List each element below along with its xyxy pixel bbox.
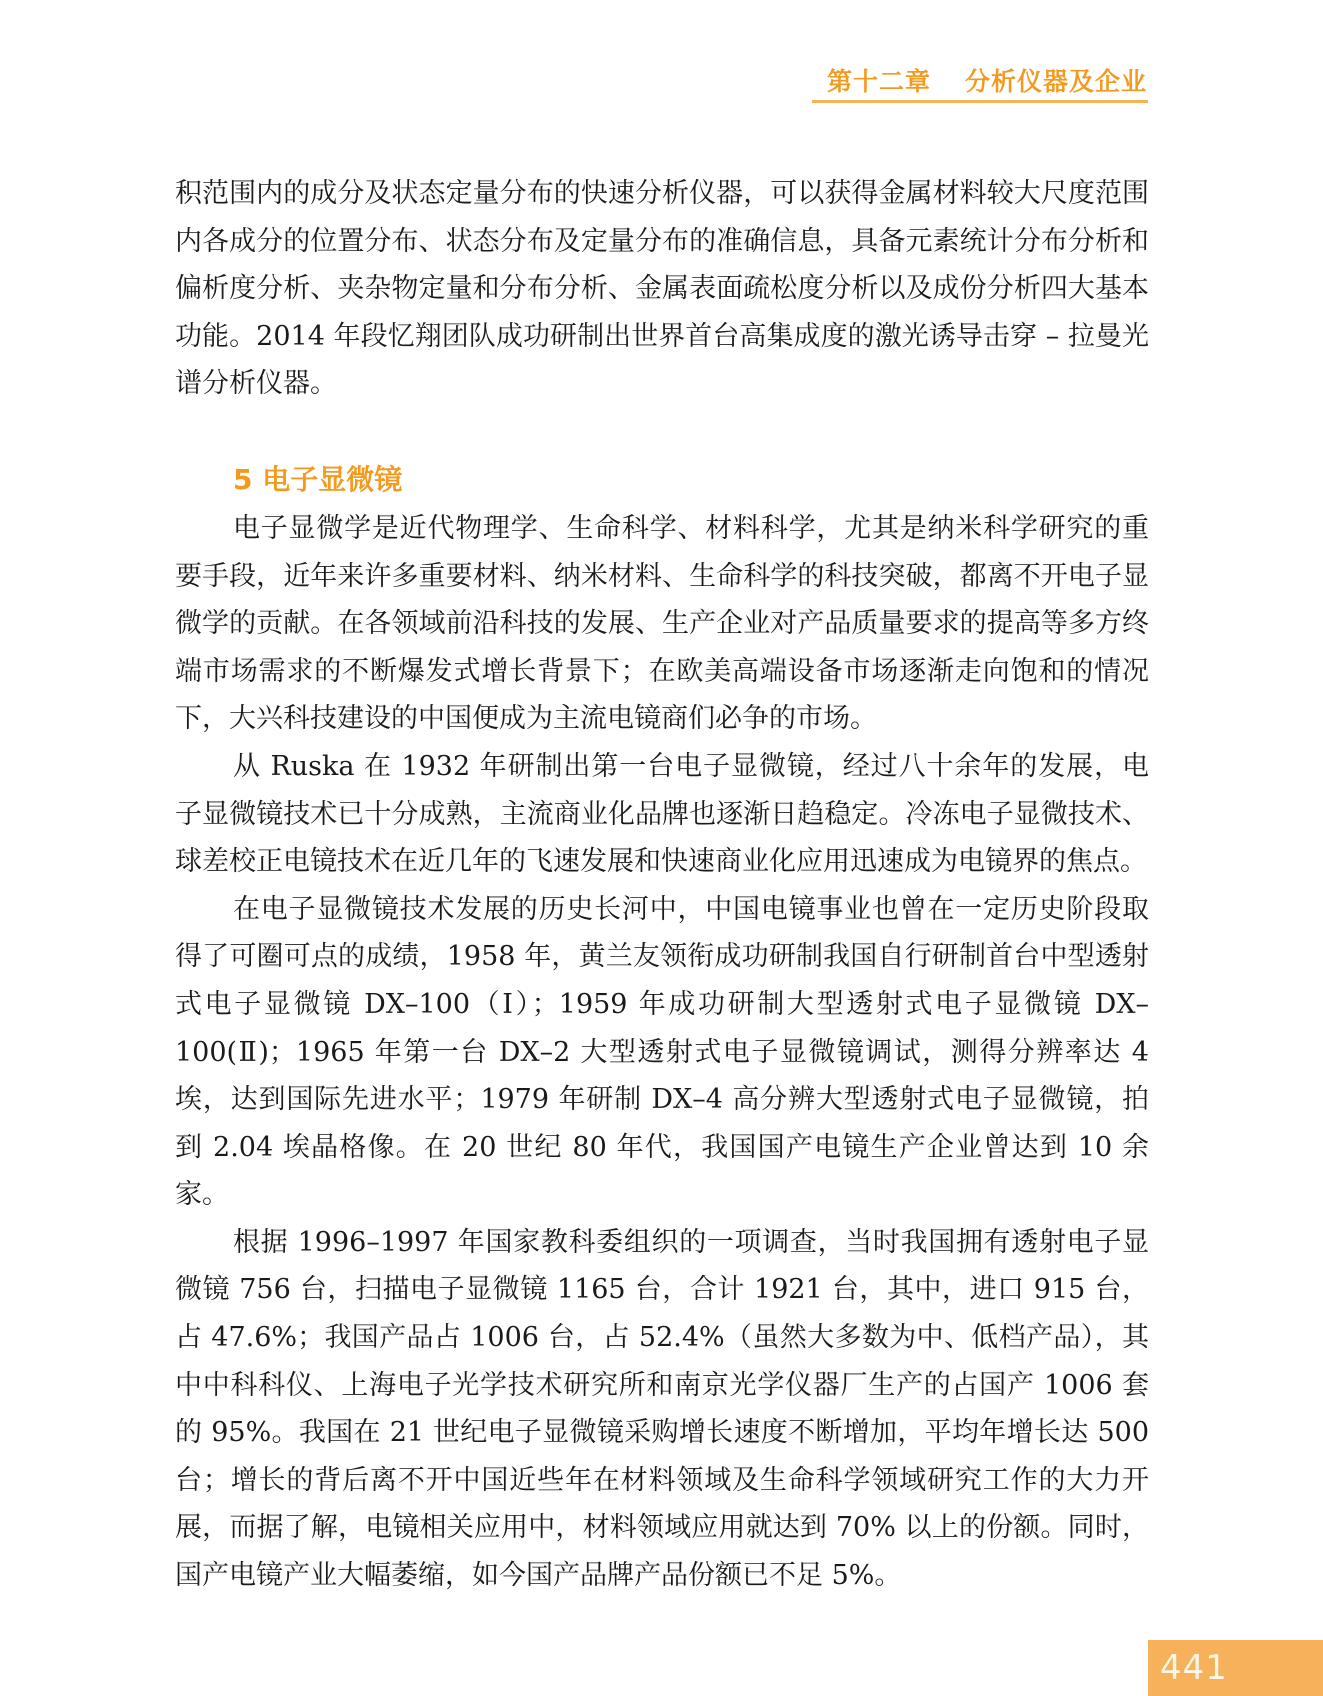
header-underline xyxy=(812,100,1148,103)
page-number-tab xyxy=(1148,1640,1323,1696)
body-text xyxy=(175,170,1149,1600)
chapter-title: 分析仪器及企业 xyxy=(964,67,1147,96)
paragraph: 根据 1996–1997 年国家教科委组织的一项调查，当时我国拥有透射电子显微镜 756 台，扫描电子显微镜 1165 台，合计 1921 台，其中，进口 915 台，占 47.6%；我国产品占 1006 台，占 52.4%（虽然大多数为中、低档产品），其中中科科仪、上海电子光学技术研究所和南京光学仪器厂生产的占国产 1006 套的 95%。我国在 21 世纪电子显微镜采购增长速度不断增加，平均年增长达 500 台；增长的背后离不开中国近些年在材料领域及生命科学领域研究工作的大力开展，而据了解，电镜相关应用中，材料领域应用就达到 70% 以上的份额。同时，国产电镜产业大幅萎缩，如今国产品牌产品份额已不足 5%。 xyxy=(175,1226,1149,1592)
paragraph: 在电子显微镜技术发展的历史长河中，中国电镜事业也曾在一定历史阶段取得了可圈可点的成绩，1958 年，黄兰友领衔成功研制我国自行研制首台中型透射式电子显微镜 DX–100（Ⅰ）；1959 年成功研制大型透射式电子显微镜 DX–100(Ⅱ)；1965 年第一台 DX–2 大型透射式电子显微镜调试，测得分辨率达 4 埃，达到国际先进水平；1979 年研制 DX–4 高分辨大型透射式电子显微镜，拍到 2.04 埃晶格像。在 20 世纪 80 年代，我国国产电镜生产企业曾达到 10 余家。 xyxy=(175,893,1149,1211)
paragraph: 电子显微学是近代物理学、生命科学、材料科学，尤其是纳米科学研究的重要手段，近年来许多重要材料、纳米材料、生命科学的科技突破，都离不开电子显微学的贡献。在各领域前沿科技的发展、生产企业对产品质量要求的提高等多方终端市场需求的不断爆发式增长背景下；在欧美高端设备市场逐渐走向饱和的情况下，大兴科技建设的中国便成为主流电镜商们必争的市场。 xyxy=(175,512,1149,735)
continued-paragraph: 积范围内的成分及状态定量分布的快速分析仪器，可以获得金属材料较大尺度范围内各成分的位置分布、状态分布及定量分布的准确信息，具备元素统计分布分析和偏析度分析、夹杂物定量和分布分析、金属表面疏松度分析以及成份分析四大基本功能。2014 年段忆翔团队成功研制出世界首台高集成度的激光诱导击穿 – 拉曼光谱分析仪器。 xyxy=(175,178,1149,400)
paragraph: 从 Ruska 在 1932 年研制出第一台电子显微镜，经过八十余年的发展，电子显微镜技术已十分成熟，主流商业化品牌也逐渐日趋稳定。冷冻电子显微技术、球差校正电镜技术在近几年的飞速发展和快速商业化应用迅速成为电镜界的焦点。 xyxy=(175,750,1149,878)
page-number: 441 xyxy=(1160,1648,1228,1688)
running-header xyxy=(827,62,1147,98)
chapter-number: 第十二章 xyxy=(826,67,931,96)
section-heading: 5 电子显微镜 xyxy=(233,462,403,496)
